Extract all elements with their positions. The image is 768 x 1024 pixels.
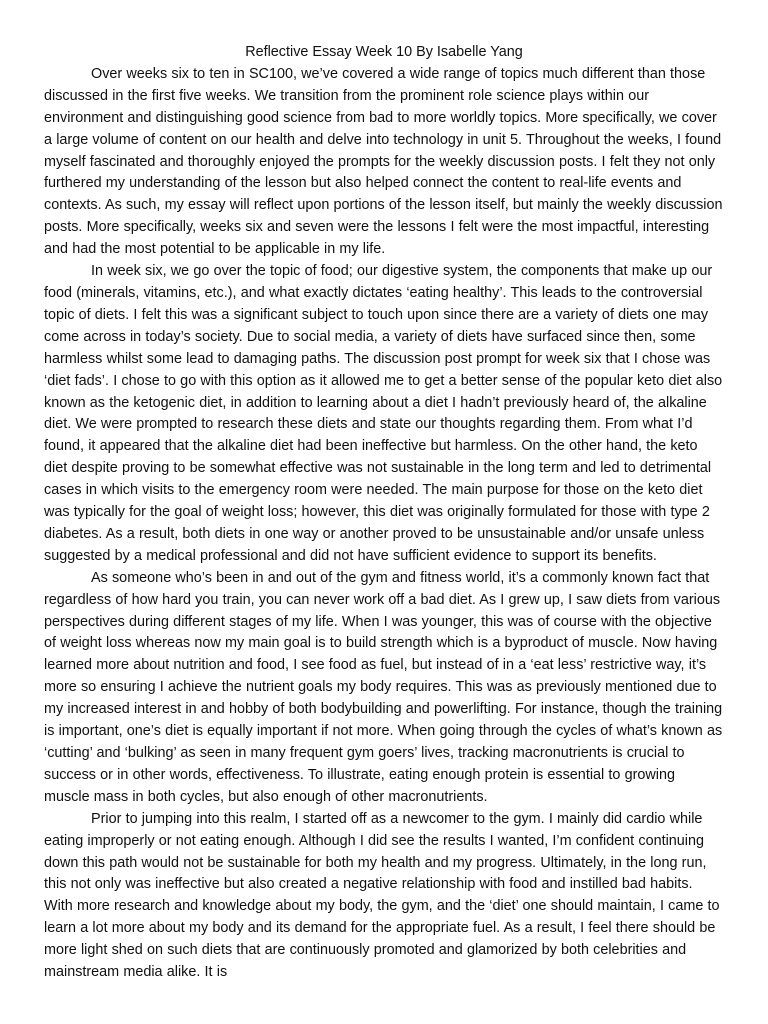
- essay-title: Reflective Essay Week 10 By Isabelle Yang: [245, 44, 523, 60]
- paragraph-2: In week six, we go over the topic of food; our digestive system, the components that make up our food (minerals, vitamins, etc.), and what exactly dictates ‘eating healthy’. This leads to the controversial topic of diets. I felt this was a significant subject to touch upon since there are a variety of diets one may come across in today’s society. Due to social media, a variety of diets have surfaced since then, some harmless whilst some lead to damaging paths. The discussion post prompt for week six that I chose was ‘diet fads’. I chose to go with this option as it allowed me to get a better sense of the popular keto diet also known as the ketogenic diet, in addition to learning about a diet I hadn’t previously heard of, the alkaline diet. We were prompted to research these diets and state our thoughts regarding them. From what I’d found, it appeared that the alkaline diet had been ineffective but harmless. On the other hand, the keto diet despite proving to be somewhat effective was not sustainable in the long term and led to detrimental cases in which visits to the emergency room were needed. The main purpose for those on the keto diet was typically for the goal of weight loss; however, this diet was originally formulated for those with type 2 diabetes. As a result, both diets in one way or another proved to be unsustainable and/or unsafe unless suggested by a medical professional and did not have sufficient evidence to support its benefits.: [44, 263, 723, 564]
- paragraph-3: As someone who’s been in and out of the gym and fitness world, it’s a commonly known fact that regardless of how hard you train, you can never work off a bad diet. As I grew up, I saw diets from various perspectives during different stages of my life. When I was younger, this was of course with the objective of weight loss whereas now my main goal is to build strength which is a byproduct of muscle. Now having learned more about nutrition and food, I see food as fuel, but instead of in a ‘eat less’ restrictive way, it’s more so ensuring I achieve the nutrient goals my body requires. This was as previously mentioned due to my increased interest in and hobby of both bodybuilding and powerlifting. For instance, though the training is important, one’s diet is equally important if not more. When going through the cycles of what’s known as ‘cutting’ and ‘bulking’ as seen in many frequent gym goers’ lives, tracking macronutrients is crucial to success or in other words, effectiveness. To illustrate, eating enough protein is essential to growing muscle mass in both cycles, but also enough of other macronutrients.: [44, 569, 723, 805]
- paragraph-4: Prior to jumping into this realm, I started off as a newcomer to the gym. I mainly did cardio while eating improperly or not eating enough. Although I did see the results I wanted, I’m confident continuing down this path would not be sustainable for both my health and my progress. Ultimately, in the long run, this not only was ineffective but also created a negative relationship with food and instilled bad habits. With more research and knowledge about my body, the gym, and the ‘diet’ one should maintain, I came to learn a lot more about my body and its demand for the appropriate fuel. As a result, I feel there should be more light shed on such diets that are continuously promoted and glamorized by both celebrities and mainstream media alike. It is: [44, 810, 720, 981]
- paragraph-1: Over weeks six to ten in SC100, we’ve covered a wide range of topics much different than those discussed in the first five weeks. We transition from the prominent role science plays within our environment and distinguishing good science from bad to more worldly topics. More specifically, we cover a large volume of content on our health and delve into technology in unit 5. Throughout the weeks, I found myself fascinated and thoroughly enjoyed the prompts for the weekly discussion posts. I felt they not only furthered my understanding of the lesson but also helped connect the content to real-life events and contexts. As such, my essay will reflect upon portions of the lesson itself, but mainly the weekly discussion posts. More specifically, weeks six and seven were the lessons I felt were the most impactful, interesting and had the most potential to be applicable in my life.: [44, 65, 723, 258]
